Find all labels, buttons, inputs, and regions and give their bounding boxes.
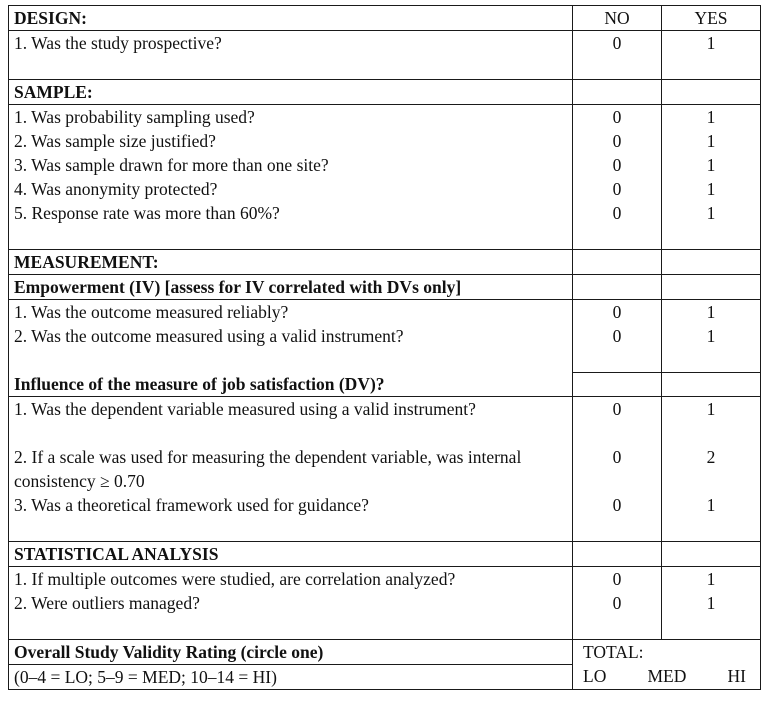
no-score: 0 [612, 131, 622, 151]
no-score: 0 [612, 447, 622, 467]
no-score: 0 [612, 107, 622, 127]
design-section-title: DESIGN: [9, 6, 573, 31]
question-text: 1. If multiple outcomes were studied, are correlation analyzed? [14, 569, 456, 589]
yes-score: 1 [706, 569, 716, 589]
job-satisfaction-items-row [9, 397, 761, 542]
yes-score: 1 [706, 203, 716, 223]
yes-score: 1 [706, 33, 716, 53]
no-column-header: NO [573, 6, 662, 31]
rating-option-med[interactable]: MED [647, 666, 687, 686]
question-text: 1. Was probability sampling used? [14, 107, 255, 127]
yes-score: 1 [706, 107, 716, 127]
yes-score: 1 [706, 326, 716, 346]
empowerment-subsection-title: Empowerment (IV) [assess for IV correlated with DVs only] [9, 275, 573, 300]
overall-title-row [9, 640, 761, 665]
rating-option-hi[interactable]: HI [727, 666, 746, 686]
yes-score: 1 [706, 131, 716, 151]
design-items-row [9, 31, 761, 80]
statistical-questions [9, 567, 573, 640]
no-score: 0 [612, 155, 622, 175]
quality-assessment-table [8, 5, 761, 690]
empowerment-header-row [9, 275, 761, 300]
question-text: 5. Response rate was more than 60%? [14, 203, 280, 223]
yes-score: 1 [706, 302, 716, 322]
measurement-section-title: MEASUREMENT: [9, 250, 573, 275]
yes-score: 1 [706, 593, 716, 613]
empowerment-questions [9, 300, 573, 373]
question-text: 2. Was sample size justified? [14, 131, 216, 151]
job-satisfaction-questions [9, 397, 573, 542]
yes-score: 1 [706, 399, 716, 419]
question-text: 2. Were outliers managed? [14, 593, 200, 613]
no-score: 0 [612, 593, 622, 613]
question-text: 4. Was anonymity protected? [14, 179, 218, 199]
question-text: 1. Was the dependent variable measured using a valid instrument? [14, 399, 476, 419]
rating-options [573, 664, 760, 688]
no-score: 0 [612, 203, 622, 223]
empowerment-items-row [9, 300, 761, 373]
question-text: 3. Was a theoretical framework used for guidance? [14, 495, 369, 515]
question-text: 2. If a scale was used for measuring the dependent variable, was internal consistency ≥ 0.70 [14, 447, 522, 491]
yes-score: 1 [706, 155, 716, 175]
question-text: 1. Was the study prospective? [14, 33, 222, 53]
statistical-items-row [9, 567, 761, 640]
question-text: 2. Was the outcome measured using a valid instrument? [14, 326, 404, 346]
yes-score: 1 [706, 179, 716, 199]
total-label: TOTAL: [583, 642, 644, 662]
yes-column-header: YES [662, 6, 761, 31]
yes-score: 1 [706, 495, 716, 515]
sample-section-title: SAMPLE: [9, 80, 573, 105]
rating-option-lo[interactable]: LO [583, 666, 607, 686]
overall-rating-title: Overall Study Validity Rating (circle one) [9, 640, 573, 665]
design-questions [9, 31, 573, 80]
sample-questions [9, 105, 573, 250]
question-text: 1. Was the outcome measured reliably? [14, 302, 289, 322]
measurement-header-row [9, 250, 761, 275]
no-score: 0 [612, 302, 622, 322]
sample-items-row [9, 105, 761, 250]
no-score: 0 [612, 399, 622, 419]
no-score: 0 [612, 33, 622, 53]
no-score: 0 [612, 495, 622, 515]
statistical-section-title: STATISTICAL ANALYSIS [9, 542, 573, 567]
no-score: 0 [612, 569, 622, 589]
job-satisfaction-header-row [9, 372, 761, 397]
total-cell [573, 640, 761, 690]
sample-header-row [9, 80, 761, 105]
design-header-row [9, 6, 761, 31]
statistical-header-row [9, 542, 761, 567]
no-score: 0 [612, 179, 622, 199]
yes-score: 2 [706, 447, 716, 467]
overall-rating-scale: (0–4 = LO; 5–9 = MED; 10–14 = HI) [9, 665, 573, 690]
job-satisfaction-subsection-title: Influence of the measure of job satisfaction (DV)? [9, 372, 573, 397]
no-score: 0 [612, 326, 622, 346]
question-text: 3. Was sample drawn for more than one site? [14, 155, 329, 175]
